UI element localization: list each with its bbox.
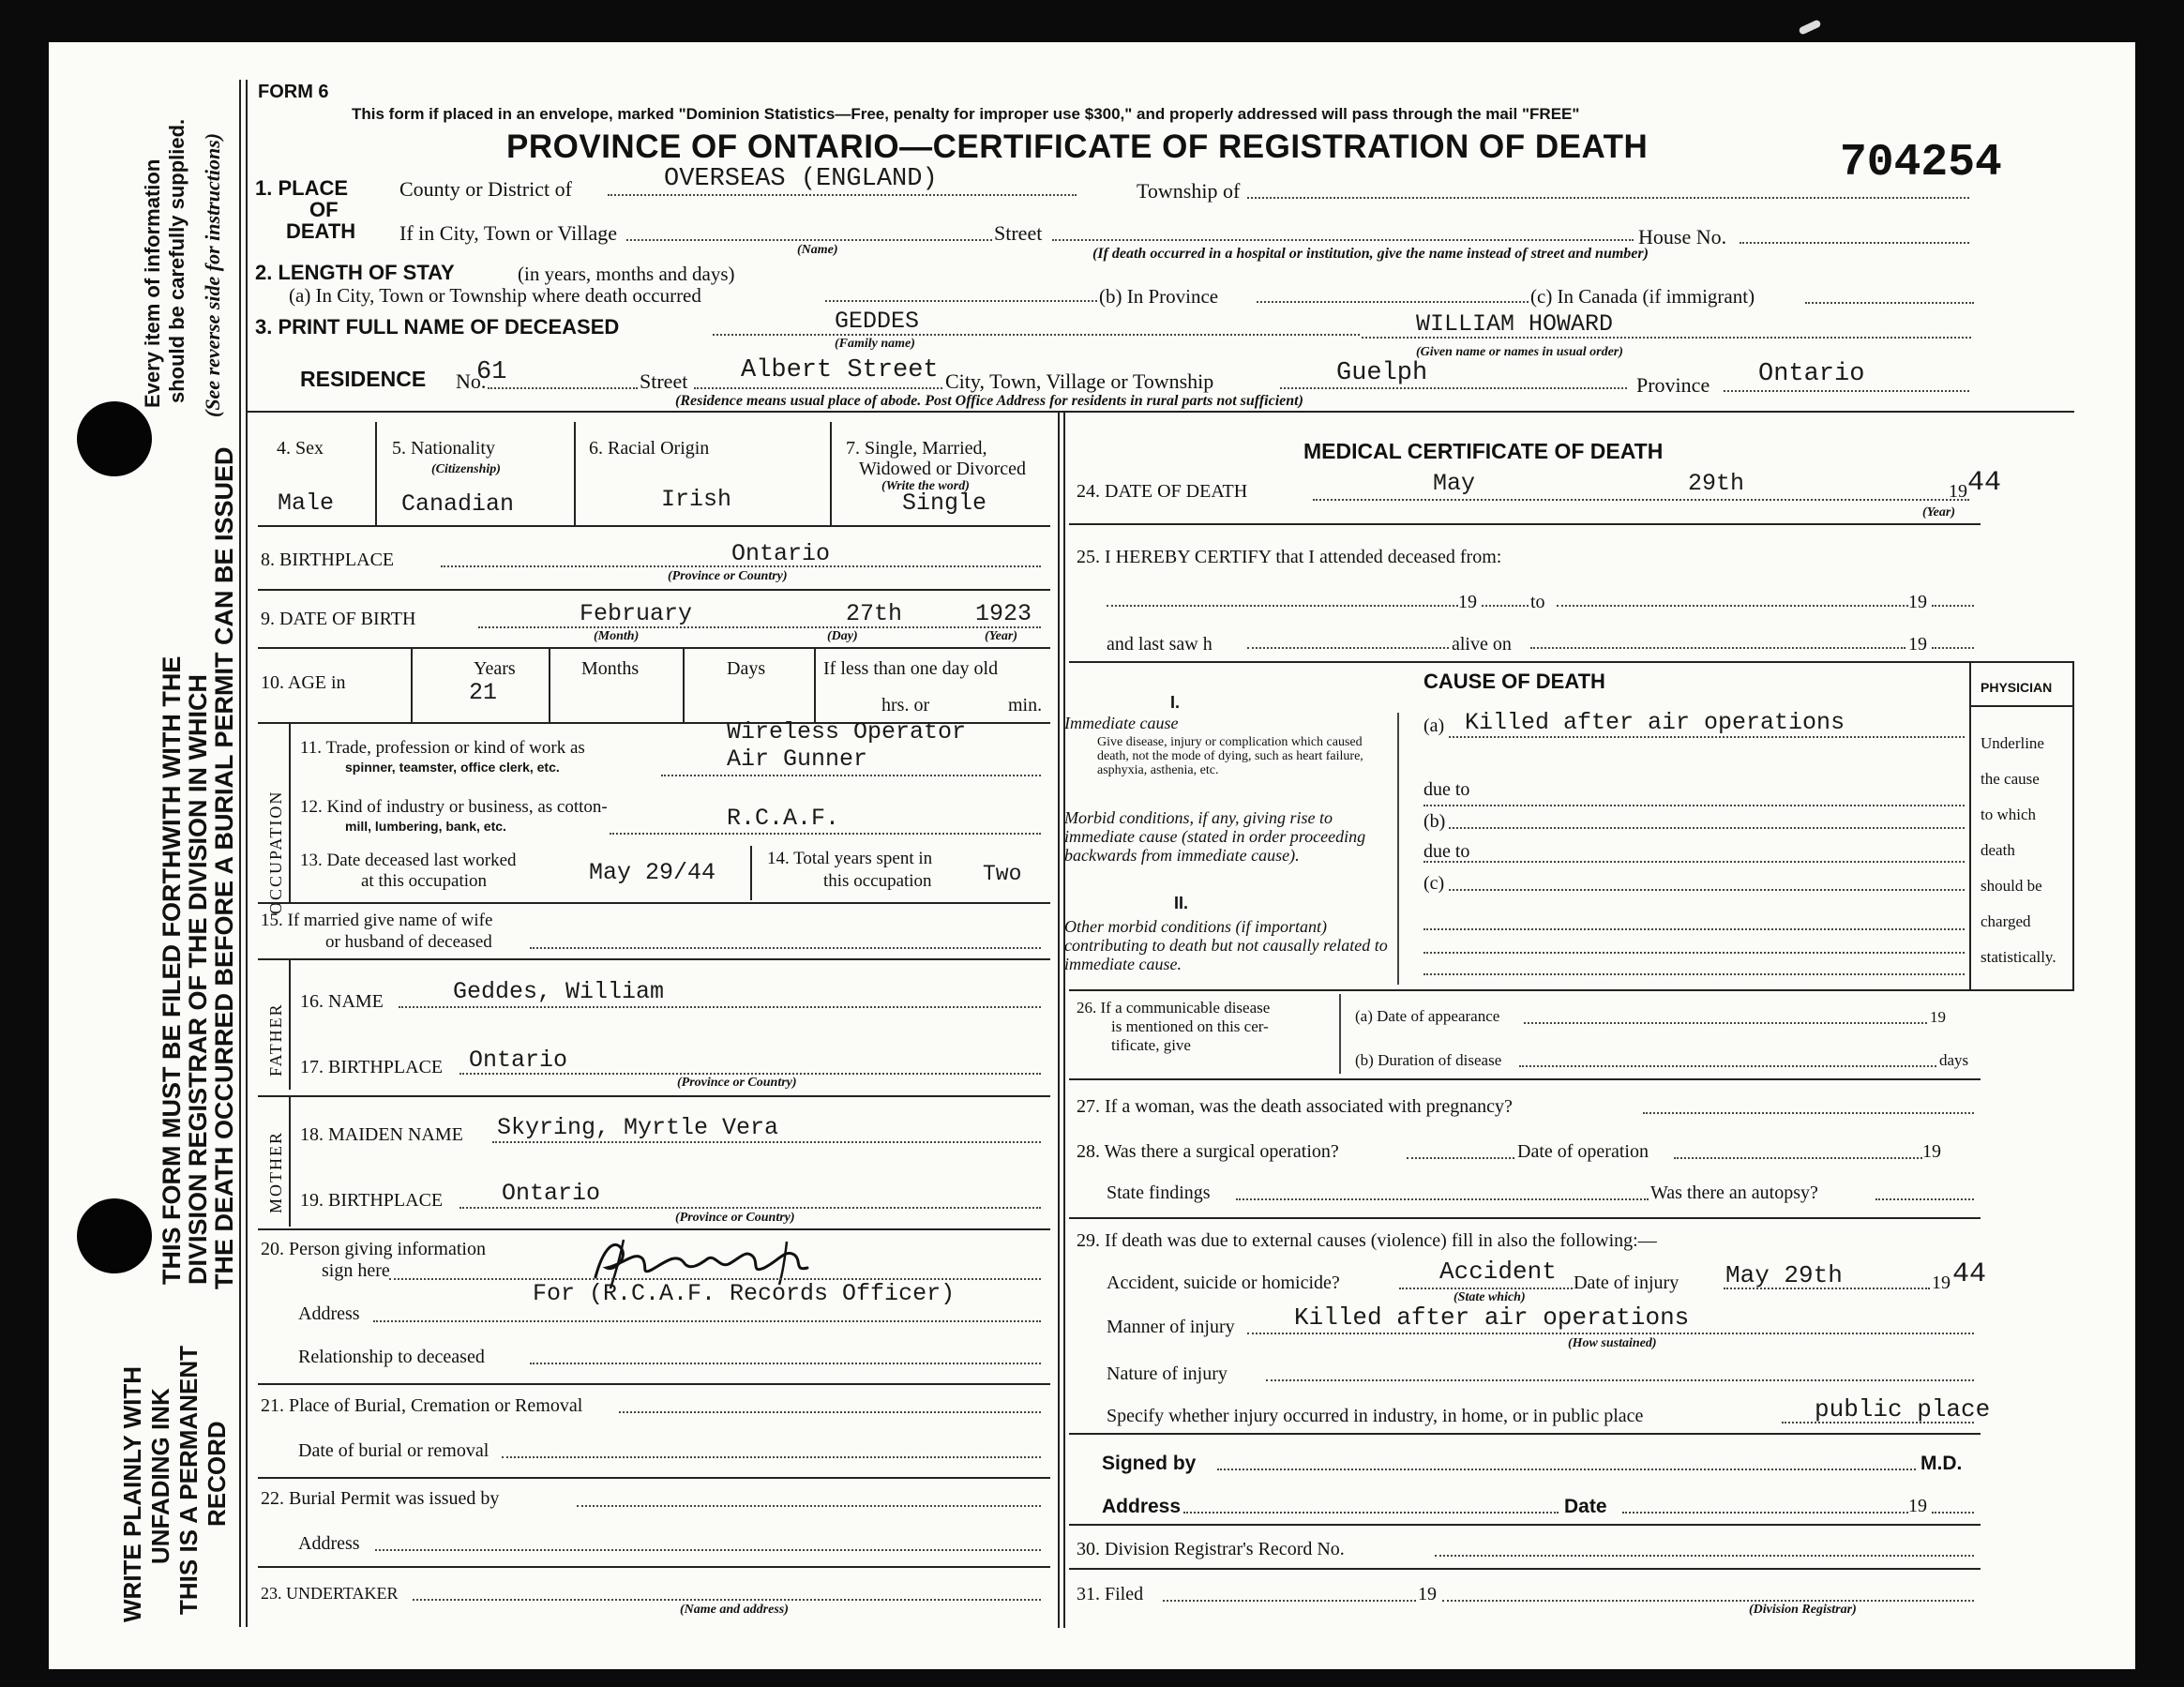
immediate-cause-label: Immediate cause (1064, 714, 1179, 732)
burial-permit-address-label: Address (298, 1533, 360, 1554)
dob-label: 9. DATE OF BIRTH (261, 609, 416, 629)
appearance-19: 19 (1930, 1008, 1946, 1026)
trade-label-a: 11. Trade, profession or kind of work as (300, 738, 585, 758)
margin-note-reverse: (See reverse side for instructions) (201, 132, 224, 417)
form-number: FORM 6 (258, 82, 329, 102)
years-occupation-value: Two (983, 862, 1022, 886)
physician-note-line: should be (1981, 877, 2042, 895)
residence-note: (Residence means usual place of abode. Post Office Address for residents in rural parts not sufficient) (675, 393, 1303, 409)
attended-from-19: 19 (1458, 592, 1477, 612)
years-occupation-label-a: 14. Total years spent in (767, 849, 933, 868)
age-days-label: Days (727, 658, 766, 679)
md-label: M.D. (1920, 1453, 1963, 1474)
certificate-number: 704254 (1840, 138, 2002, 188)
dob-month-note: (Month) (594, 629, 640, 643)
column-divider (1058, 411, 1060, 1628)
nature-label: Nature of injury (1107, 1363, 1228, 1384)
mother-name-value: Skyring, Myrtle Vera (497, 1114, 779, 1141)
nationality-note: (Citizenship) (431, 462, 501, 476)
last-worked-label-b: at this occupation (361, 871, 488, 891)
specify-label: Specify whether injury occurred in industry, in home, or in public place (1107, 1406, 1644, 1426)
communicable-label-a: 26. If a communicable disease (1077, 999, 1271, 1017)
margin-note-every-item: Every item of information (141, 158, 164, 408)
residence-street-value: Albert Street (741, 356, 939, 384)
last-worked-value: May 29/44 (589, 859, 716, 886)
margin-filed-line-1: THIS FORM MUST BE FILED FORTHWITH WITH THE (158, 655, 186, 1285)
given-name-value: WILLIAM HOWARD (1416, 310, 1614, 338)
date-of-appearance-label: (a) Date of appearance (1355, 1007, 1500, 1025)
undertaker-note: (Name and address) (680, 1603, 789, 1617)
name-note: (Name) (797, 243, 838, 257)
signed-address-label: Address (1102, 1496, 1182, 1517)
township-label: Township of (1137, 179, 1241, 203)
occupation-side-label: OCCUPATION (266, 790, 285, 914)
county-label: County or District of (399, 177, 572, 201)
father-birthplace-note: (Province or Country) (677, 1076, 797, 1090)
house-number-label: House No. (1638, 225, 1727, 249)
sex-value: Male (278, 490, 335, 517)
how-sustained-note: (How sustained) (1568, 1336, 1657, 1350)
filed-label: 31. Filed (1077, 1584, 1144, 1604)
physician-note-line: the cause (1981, 770, 2040, 788)
mother-name-label: 18. MAIDEN NAME (300, 1124, 463, 1145)
physician-header: PHYSICIAN (1981, 680, 2053, 695)
certificate-title: PROVINCE OF ONTARIO—CERTIFICATE OF REGISTRATION OF DEATH (506, 128, 1649, 165)
state-which-note: (State which) (1453, 1290, 1526, 1304)
nationality-label: 5. Nationality (392, 438, 495, 459)
cause-a-value: Killed after air operations (1465, 709, 1845, 736)
dob-year-note: (Year) (985, 629, 1017, 643)
morbid-conditions-label: Morbid conditions, if any, giving rise to immediate cause (stated in order proceeding backwards from immediate cause). (1064, 808, 1366, 865)
relationship-label: Relationship to deceased (298, 1347, 485, 1367)
birthplace-label: 8. BIRTHPLACE (261, 550, 395, 570)
margin-ink-line-3: THIS IS A PERMANENT (174, 1346, 203, 1615)
left-border (239, 80, 241, 1627)
left-border-inner (246, 80, 248, 1627)
stay-in-canada-label: (c) In Canada (if immigrant) (1530, 285, 1755, 308)
residence-province-value: Ontario (1758, 360, 1865, 388)
father-name-value: Geddes, William (453, 978, 665, 1005)
dob-day-value: 27th (846, 600, 903, 627)
residence-label: RESIDENCE (300, 367, 427, 391)
cause-a-label: (a) (1423, 715, 1445, 736)
cause-c-label: (c) (1423, 873, 1445, 894)
marital-label-2: Widowed or Divorced (859, 459, 1027, 479)
other-morbid-label: Other morbid conditions (if important) contributing to death but not causally related to immediate cause. (1064, 917, 1388, 973)
birthplace-value: Ontario (731, 540, 831, 567)
racial-origin-label: 6. Racial Origin (589, 438, 710, 459)
dod-year-note: (Year) (1922, 505, 1955, 520)
informant-address-label: Address (298, 1303, 360, 1324)
physician-note-line: statistically. (1981, 948, 2056, 966)
burial-permit-label: 22. Burial Permit was issued by (261, 1488, 500, 1509)
signed-by-label: Signed by (1102, 1453, 1197, 1474)
immediate-cause-note: Give disease, injury or complication which caused death, not the mode of dying, such as heart failure, asphyxia, asthenia, etc. (1097, 735, 1363, 777)
duration-label: (b) Duration of disease (1355, 1051, 1502, 1069)
county-value: OVERSEAS (ENGLAND) (664, 165, 938, 193)
attended-to: to (1530, 592, 1545, 612)
mother-birthplace-note: (Province or Country) (675, 1211, 795, 1225)
cause-roman-two: II. (1174, 894, 1189, 912)
industry-label-b: mill, lumbering, bank, etc. (345, 819, 506, 834)
cause-of-death-title: CAUSE OF DEATH (1423, 670, 1605, 693)
injury-year-prefix: 19 (1932, 1273, 1951, 1293)
physician-note-line: Underline (1981, 734, 2044, 752)
trade-label-b: spinner, teamster, office clerk, etc. (345, 760, 560, 775)
residence-city-label: City, Town, Village or Township (945, 369, 1214, 393)
last-saw-label: and last saw h (1107, 634, 1212, 655)
residence-no-label: No. (456, 369, 487, 393)
stay-in-province-label: (b) In Province (1099, 285, 1219, 308)
physician-note-line: to which (1981, 806, 2037, 823)
divider-residence (246, 411, 2074, 413)
length-of-stay-sub: (in years, months and days) (518, 263, 735, 285)
injury-date-value: May 29th (1725, 1261, 1843, 1289)
autopsy-label: Was there an autopsy? (1650, 1182, 1818, 1203)
medical-certificate-title: MEDICAL CERTIFICATE OF DEATH (1303, 439, 1664, 463)
place-of-death-of: OF (309, 198, 339, 221)
physician-note-line: charged (1981, 912, 2031, 930)
operation-date-label: Date of operation (1517, 1141, 1649, 1162)
accident-value: Accident (1439, 1258, 1557, 1286)
given-name-note: (Given name or names in usual order) (1416, 345, 1623, 359)
punch-hole-top (77, 401, 152, 476)
date-of-death-day: 29th (1688, 470, 1745, 497)
family-name-note: (Family name) (835, 337, 915, 351)
injury-year-value: 44 (1952, 1258, 1987, 1290)
residence-province-label: Province (1636, 373, 1710, 397)
accident-label: Accident, suicide or homicide? (1107, 1273, 1340, 1293)
spouse-label-a: 15. If married give name of wife (261, 911, 493, 930)
alive-on-19: 19 (1908, 634, 1927, 655)
birthplace-note: (Province or Country) (668, 569, 788, 583)
full-name-label: 3. PRINT FULL NAME OF DECEASED (255, 315, 620, 339)
division-registrar-note: (Division Registrar) (1749, 1603, 1857, 1617)
nationality-value: Canadian (401, 490, 515, 518)
alive-on-label: alive on (1452, 634, 1512, 655)
record-no-label: 30. Division Registrar's Record No. (1077, 1539, 1345, 1559)
age-years-label: Years (474, 658, 516, 679)
marital-note: (Write the word) (881, 479, 970, 493)
date-of-death-year-prefix: 19 (1949, 481, 1967, 502)
margin-filed-line-3: THE DEATH OCCURRED BEFORE A BURIAL PERMIT CAN BE ISSUED (210, 446, 238, 1289)
dob-year-value: 1923 (975, 600, 1032, 627)
mother-side-label: MOTHER (266, 1131, 285, 1213)
residence-street-label: Street (640, 369, 688, 393)
trade-value-2: Air Gunner (727, 746, 868, 773)
cause-b-label: (b) (1423, 811, 1446, 832)
last-worked-label-a: 13. Date deceased last worked (300, 851, 517, 870)
column-divider-inner (1063, 411, 1065, 1628)
trade-value-1: Wireless Operator (727, 718, 967, 746)
external-causes-label: 29. If death was due to external causes (violence) fill in also the following:— (1077, 1230, 1657, 1251)
industry-value: R.C.A.F. (727, 805, 840, 832)
residence-city-value: Guelph (1336, 359, 1428, 387)
marital-label-1: 7. Single, Married, (846, 438, 987, 459)
date-of-death-label: 24. DATE OF DEATH (1077, 481, 1248, 502)
father-birthplace-value: Ontario (469, 1047, 568, 1074)
father-name-label: 16. NAME (300, 991, 384, 1012)
age-months-label: Months (581, 658, 640, 679)
years-occupation-label-b: this occupation (823, 871, 932, 891)
street-label: Street (994, 221, 1043, 245)
signed-date-19: 19 (1908, 1496, 1927, 1516)
age-label: 10. AGE in (261, 672, 346, 693)
mailing-notice: This form if placed in an envelope, marked "Dominion Statistics—Free, penalty for improper use $300," and properly addressed will pass through the mail "FREE" (352, 105, 1580, 123)
burial-place-label: 21. Place of Burial, Cremation or Removal (261, 1395, 583, 1416)
spouse-label-b: or husband of deceased (325, 932, 492, 952)
margin-ink-line-4: RECORD (203, 1421, 231, 1527)
age-hrs-label: hrs. or (881, 695, 930, 715)
duration-days: days (1939, 1051, 1969, 1069)
dob-day-note: (Day) (827, 629, 858, 643)
pregnancy-label: 27. If a woman, was the death associated with pregnancy? (1077, 1096, 1513, 1117)
place-of-death-death: DEATH (286, 219, 356, 243)
due-to-label-1: due to (1423, 779, 1470, 800)
mother-birthplace-label: 19. BIRTHPLACE (300, 1190, 444, 1211)
age-lessday-label: If less than one day old (823, 658, 999, 679)
informant-for-value: For (R.C.A.F. Records Officer) (533, 1280, 956, 1307)
injury-date-label: Date of injury (1574, 1273, 1679, 1293)
punch-hole-bottom (77, 1198, 152, 1273)
communicable-label-b: is mentioned on this cer- (1111, 1017, 1269, 1035)
father-birthplace-label: 17. BIRTHPLACE (300, 1057, 444, 1077)
age-years-value: 21 (469, 679, 498, 706)
physician-note-line: death (1981, 841, 2015, 859)
city-town-label: If in City, Town or Village (399, 221, 617, 245)
manner-value: Killed after air operations (1294, 1303, 1690, 1332)
state-findings-label: State findings (1107, 1182, 1211, 1203)
sex-label: 4. Sex (277, 438, 324, 459)
informant-label-b: sign here (322, 1260, 390, 1281)
attended-to-19: 19 (1908, 592, 1927, 612)
cause-roman-one: I. (1170, 693, 1181, 712)
due-to-label-2: due to (1423, 841, 1470, 862)
operation-19: 19 (1922, 1141, 1941, 1162)
age-min-label: min. (1008, 695, 1043, 715)
stain-mark (1798, 19, 1821, 35)
marital-value: Single (902, 490, 987, 517)
length-of-stay-label: 2. LENGTH OF STAY (255, 261, 455, 284)
communicable-label-c: tificate, give (1111, 1036, 1191, 1054)
date-of-death-year: 44 (1967, 467, 2002, 499)
stay-in-city-label: (a) In City, Town or Township where death occurred (289, 284, 701, 307)
surgery-label: 28. Was there a surgical operation? (1077, 1141, 1339, 1162)
racial-origin-value: Irish (661, 486, 732, 513)
burial-date-label: Date of burial or removal (298, 1440, 490, 1461)
father-side-label: FATHER (266, 1002, 285, 1077)
margin-note-carefully: should be carefully supplied. (165, 118, 188, 403)
certify-label: 25. I HEREBY CERTIFY that I attended deceased from: (1077, 547, 1502, 567)
informant-label-a: 20. Person giving information (261, 1239, 486, 1259)
filed-19: 19 (1418, 1584, 1437, 1604)
dob-month-value: February (580, 600, 693, 627)
margin-ink-line-2: UNFADING INK (146, 1388, 174, 1564)
margin-ink-line-1: WRITE PLAINLY WITH (118, 1366, 146, 1622)
date-of-death-month: May (1433, 470, 1476, 497)
hospital-note: (If death occurred in a hospital or institution, give the name instead of street and number) (1092, 246, 1649, 262)
signed-date-label: Date (1564, 1496, 1607, 1517)
mother-birthplace-value: Ontario (502, 1180, 601, 1207)
industry-label-a: 12. Kind of industry or business, as cotton- (300, 797, 608, 817)
place-of-death-label: 1. PLACE (255, 176, 349, 200)
undertaker-label: 23. UNDERTAKER (261, 1584, 399, 1603)
margin-filed-line-2: DIVISION REGISTRAR OF THE DIVISION IN WHICH (184, 673, 212, 1285)
manner-label: Manner of injury (1107, 1317, 1235, 1337)
family-name-value: GEDDES (835, 308, 920, 335)
residence-no-value: 61 (476, 358, 507, 386)
specify-value: public place (1815, 1395, 1991, 1423)
